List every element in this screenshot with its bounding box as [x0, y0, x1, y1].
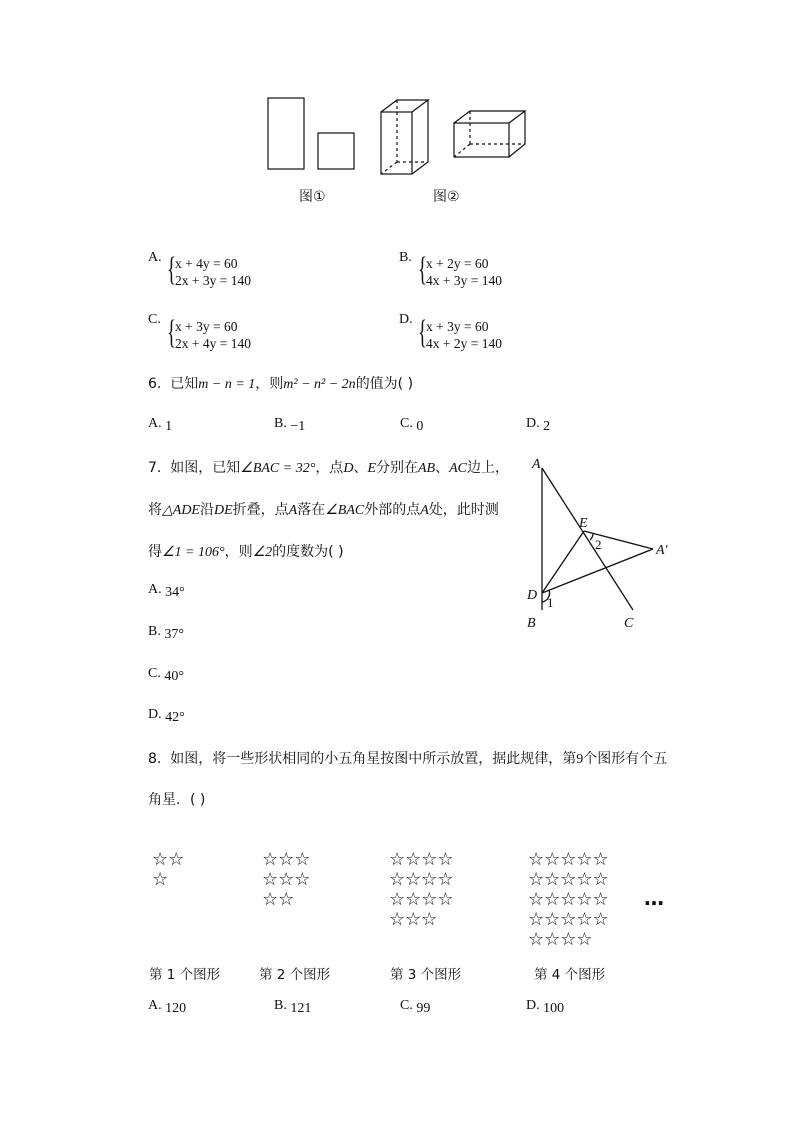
q6-option-d-value: 2 [543, 419, 551, 434]
q8-caption-3: 第 3 个图形 [390, 967, 462, 983]
q8-number: 8. [148, 751, 162, 767]
q5-option-d-eq1: x + 3y = 60 [426, 319, 489, 334]
star-row: ☆☆☆☆☆ [528, 909, 609, 930]
q7-label-2: 2 [595, 537, 602, 552]
q5-option-c-label[interactable]: C. [148, 312, 161, 327]
q5-option-a-eq1: x + 4y = 60 [175, 256, 238, 271]
q5-option-a-label[interactable]: A. [148, 250, 162, 265]
q7-angle-2: ∠2 [252, 545, 273, 560]
q7-label-1: 1 [547, 595, 554, 610]
q8-star-pattern-2 [262, 850, 310, 910]
q5-option-b-system [426, 255, 502, 289]
star-row: ☆☆☆ [262, 869, 311, 890]
q8-option-c-value: 99 [416, 1001, 431, 1016]
q6-option-a-value: 1 [165, 419, 173, 434]
q6-option-c-value: 0 [416, 419, 424, 434]
q7-option-a-label: A. [148, 582, 162, 597]
q7-label-b: B [527, 616, 536, 631]
q7-option-b-label: B. [148, 624, 161, 639]
star-row: ☆☆☆ [389, 909, 438, 930]
q5-option-c-eq1: x + 3y = 60 [175, 319, 238, 334]
q7-point-a: A [420, 503, 429, 518]
star-row: ☆☆☆☆ [389, 869, 454, 890]
q8-text: 角星．( ) [148, 792, 206, 808]
q7-angle-1: ∠1 = 106° [162, 545, 225, 560]
q6-option-b[interactable] [274, 416, 305, 432]
q7-angle-bac: ∠BAC [325, 503, 365, 518]
q6-option-d[interactable] [526, 416, 550, 432]
q7-segment-de: DE [213, 503, 233, 518]
q8-option-d-label: D. [526, 998, 540, 1013]
q7-option-b-value: 37° [164, 627, 184, 642]
q7-text: 的度数为( ) [272, 544, 344, 560]
fig2-caption: 图② [433, 189, 460, 205]
star-row: ☆☆☆ [262, 849, 311, 870]
q8-text: 如图，将一些形状相同的小五角星按图中所示放置，据此规律，第 [170, 751, 577, 767]
q6-option-c[interactable] [400, 416, 423, 432]
q7-text: 折叠，点 [232, 502, 289, 518]
fig2-prisms [375, 92, 535, 180]
q8-line-1 [148, 748, 667, 768]
q7-option-c-label: C. [148, 666, 161, 681]
star-row: ☆☆ [152, 849, 185, 870]
q7-text: 沿 [199, 502, 214, 518]
q7-triangle-figure [515, 450, 695, 635]
q7-segment-ac: AC [449, 461, 467, 476]
q8-option-b-label: B. [274, 998, 287, 1013]
q7-text: 如图，已知 [170, 460, 241, 476]
q7-option-c-value: 40° [164, 669, 184, 684]
q5-option-a-eq2: 2x + 3y = 140 [175, 273, 251, 288]
q6-question [148, 373, 413, 393]
q8-option-d-value: 100 [543, 1001, 565, 1016]
q6-text-2: ，则 [255, 376, 284, 392]
q7-line-ac [542, 468, 633, 610]
q6-option-b-label: B. [274, 416, 287, 431]
q8-caption-1: 第 1 个图形 [149, 967, 221, 983]
q7-text: 得 [148, 544, 162, 560]
star-row: ☆☆☆☆☆ [528, 849, 609, 870]
q7-angle-bac: ∠BAC = 32° [240, 461, 316, 476]
q8-option-a[interactable] [148, 998, 186, 1014]
fig1-caption: 图① [299, 189, 326, 205]
q8-option-a-label: A. [148, 998, 162, 1013]
q7-arc-2 [590, 534, 593, 540]
fig2-tall-prism [381, 100, 428, 174]
star-row: ☆☆ [262, 889, 295, 910]
star-row: ☆☆☆☆ [389, 889, 454, 910]
q5-option-d-system [426, 318, 502, 352]
q7-text: 处，此时测 [428, 502, 499, 518]
q6-option-a-label: A. [148, 416, 162, 431]
q5-option-c-brace: { [167, 314, 176, 351]
q5-option-b-label[interactable]: B. [399, 250, 412, 265]
q8-ellipsis: … [644, 886, 664, 910]
q7-option-a-value: 34° [165, 585, 185, 600]
q5-option-b-brace: { [418, 251, 427, 288]
q8-option-a-value: 120 [165, 1001, 187, 1016]
q6-option-a[interactable] [148, 416, 172, 432]
q7-line-3 [148, 541, 344, 561]
q7-text: ，点 [315, 460, 344, 476]
q5-option-a-system [175, 255, 251, 289]
q5-option-b-eq1: x + 2y = 60 [426, 256, 489, 271]
q7-text: 落在 [297, 502, 326, 518]
q7-text: 、 [353, 460, 368, 476]
q5-option-c-eq2: 2x + 4y = 140 [175, 336, 251, 351]
q8-caption-4: 第 4 个图形 [534, 967, 606, 983]
q8-option-c-label: C. [400, 998, 413, 1013]
fig2-flat-prism [454, 111, 525, 157]
q7-text: 外部的点 [364, 502, 421, 518]
q7-segment-ab: AB [418, 461, 436, 476]
q8-star-pattern-1 [152, 850, 184, 890]
q8-option-b[interactable] [274, 998, 311, 1014]
q6-option-b-value: −1 [290, 419, 306, 434]
q7-option-b[interactable] [148, 624, 184, 640]
q7-text: 、 [435, 460, 450, 476]
q7-label-e: E [579, 516, 588, 531]
q6-text-3: 的值为( ) [355, 376, 414, 392]
q7-line-de [542, 531, 584, 593]
q8-star-pattern-4 [528, 850, 609, 950]
q8-line-2 [148, 789, 205, 809]
q7-option-d-value: 42° [165, 710, 185, 725]
q7-option-a[interactable] [148, 582, 185, 598]
q5-option-b-eq2: 4x + 3y = 140 [426, 273, 502, 288]
q6-number: 6. [148, 376, 162, 392]
q8-option-d[interactable] [526, 998, 564, 1014]
q7-line-2 [148, 499, 499, 519]
q7-label-a: A [532, 457, 541, 472]
star-row: ☆☆☆☆ [389, 849, 454, 870]
q7-text: 边上， [467, 460, 509, 476]
q5-option-d-eq2: 4x + 2y = 140 [426, 336, 502, 351]
q7-line-1 [148, 457, 509, 477]
q5-option-d-brace: { [418, 314, 427, 351]
star-row: ☆☆☆☆☆ [528, 869, 609, 890]
q7-point-e: E [367, 461, 376, 476]
q7-text: 将 [148, 502, 162, 518]
q8-n: 9 [576, 752, 584, 767]
q8-option-b-value: 121 [290, 1001, 312, 1016]
star-row: ☆☆☆☆☆ [528, 889, 609, 910]
star-row: ☆☆☆☆ [528, 929, 593, 950]
q7-label-c: C [624, 616, 634, 631]
fig1-shapes [260, 92, 370, 177]
q7-option-c[interactable] [148, 666, 184, 682]
q6-option-c-label: C. [400, 416, 413, 431]
q7-option-d[interactable] [148, 707, 185, 723]
q5-option-c-system [175, 318, 251, 352]
q6-expr-2: m² − n² − 2n [283, 377, 356, 392]
q7-number: 7. [148, 460, 162, 476]
q6-expr-1: m − n = 1 [198, 377, 256, 392]
q7-option-d-label: D. [148, 707, 162, 722]
star-row: ☆ [152, 869, 169, 890]
q7-point-a: A [288, 503, 298, 518]
q7-point-d: D [343, 461, 354, 476]
q7-label-d: D [527, 588, 538, 603]
fig1-square [318, 133, 354, 169]
q7-text: ，则 [224, 544, 253, 560]
q7-text: 分别在 [376, 460, 418, 476]
q8-caption-2: 第 2 个图形 [259, 967, 331, 983]
q8-text: 个图形有个五 [583, 751, 668, 767]
q8-option-c[interactable] [400, 998, 430, 1014]
q5-option-a-brace: { [167, 251, 176, 288]
fig1-tall-rectangle [268, 98, 304, 169]
q5-option-d-label[interactable]: D. [399, 312, 413, 327]
q8-star-pattern-3 [389, 850, 454, 930]
q7-triangle-ade: △ADE [162, 503, 200, 518]
q6-text-1: 已知 [170, 376, 199, 392]
q6-option-d-label: D. [526, 416, 540, 431]
q7-label-a-prime: A′ [656, 543, 668, 558]
